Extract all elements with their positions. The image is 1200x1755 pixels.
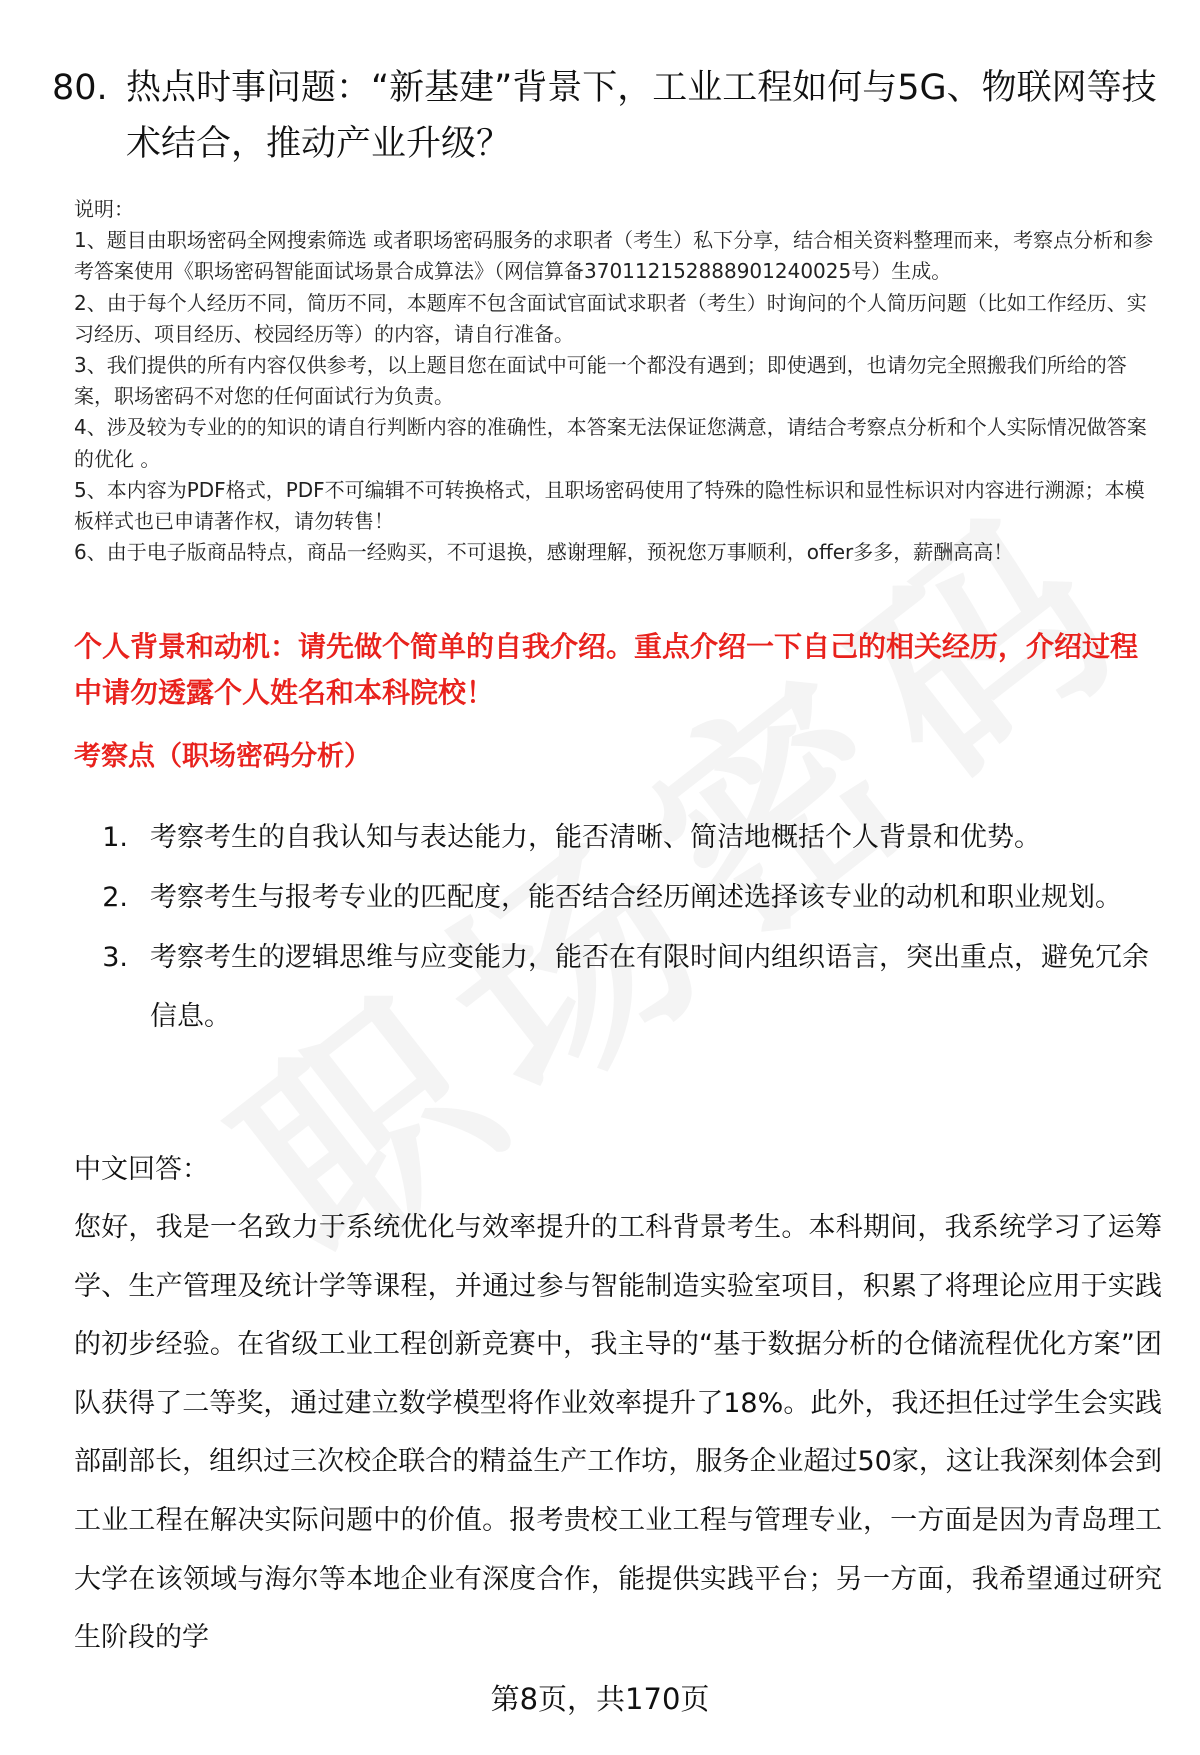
notes-line: 说明： <box>74 197 134 221</box>
assessment-item <box>74 928 1164 1046</box>
background-heading: 个人背景和动机：请先做个简单的自我介绍。重点介绍一下自己的相关经历，介绍过程中请勿透露个人姓名和本科院校！ <box>74 630 1139 709</box>
assessment-item <box>74 868 1164 927</box>
question-title <box>52 60 1162 172</box>
assessment-item-text: 考察考生与报考专业的匹配度，能否结合经历阐述选择该专业的动机和职业规划。 <box>150 882 1122 913</box>
notes-line: 4、涉及较为专业的的知识的请自行判断内容的准确性，本答案无法保证您满意，请结合考察点分析和个人实际情况做答案的优化 。 <box>74 415 1147 471</box>
page-footer: 第8页，共170页 <box>490 1682 710 1716</box>
assessment-heading: 考察点（职场密码分析） <box>74 741 371 772</box>
notes-line: 3、我们提供的所有内容仅供参考，以上题目您在面试中可能一个都没有遇到；即使遇到，也请勿完全照搬我们所给的答案，职场密码不对您的任何面试行为负责。 <box>74 353 1127 409</box>
assessment-item-text: 考察考生的自我认知与表达能力，能否清晰、简洁地概括个人背景和优势。 <box>150 822 1041 853</box>
assessment-list <box>74 808 1164 1047</box>
answer-label: 中文回答： <box>74 1154 209 1185</box>
question-text: 热点时事问题：“新基建”背景下，工业工程如何与5G、物联网等技术结合，推动产业升级？ <box>126 68 1157 164</box>
notes-line: 2、由于每个人经历不同，简历不同，本题库不包含面试官面试求职者（考生）时询问的个人简历问题（比如工作经历、实习经历、项目经历、校园经历等）的内容，请自行准备。 <box>74 290 1147 346</box>
assessment-item-number: 2. <box>102 882 128 913</box>
notes-line: 6、由于电子版商品特点，商品一经购买，不可退换，感谢理解，预祝您万事顺利，offer多多，薪酬高高！ <box>74 540 1014 565</box>
notes-line: 5、本内容为PDF格式，PDF不可编辑不可转换格式，且职场密码使用了特殊的隐性标识和显性标识对内容进行溯源；本模板样式也已申请著作权，请勿转售！ <box>74 477 1145 534</box>
assessment-item <box>74 808 1164 867</box>
notes-line: 1、题目由职场密码全网搜索筛选 或者职场密码服务的求职者（考生）私下分享，结合相关资料整理而来，考察点分析和参考答案使用《职场密码智能面试场景合成算法》（网信算备370112152888901240025号）生成。 <box>74 228 1154 284</box>
assessment-item-number: 3. <box>102 942 128 973</box>
answer-text: 您好，我是一名致力于系统优化与效率提升的工科背景考生。本科期间，我系统学习了运筹学、生产管理及统计学等课程，并通过参与智能制造实验室项目，积累了将理论应用于实践的初步经验。在省级工业工程创新竞赛中，我主导的“基于数据分析的仓储流程优化方案”团队获得了二等奖，通过建立数学模型将作业效率提升了18%。此外，我还担任过学生会实践部副部长，组织过三次校企联合的精益生产工作坊，服务企业超过50家，这让我深刻体会到工业工程在解决实际问题中的价值。报考贵校工业工程与管理专业，一方面是因为青岛理工大学在该领域与海尔等本地企业有深度合作，能提供实践平台；另一方面，我希望通过研究生阶段的学 <box>74 1212 1162 1654</box>
assessment-item-number: 1. <box>102 822 128 853</box>
disclaimer-notes <box>74 194 1164 568</box>
assessment-item-text: 考察考生的逻辑思维与应变能力，能否在有限时间内组织语言，突出重点，避免冗余信息。 <box>150 942 1149 1032</box>
question-number: 80. <box>52 68 108 108</box>
